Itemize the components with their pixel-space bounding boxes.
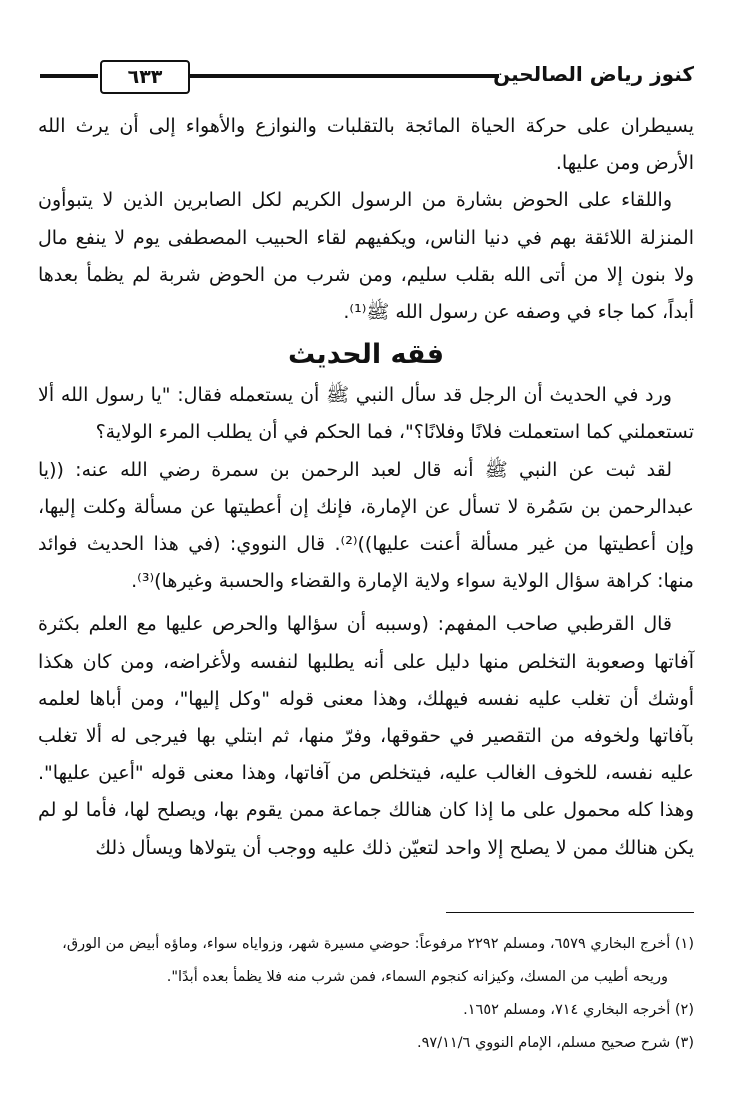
paragraph-4: لقد ثبت عن النبي ﷺ أنه قال لعبد الرحمن بن سمرة رضي الله عنه: ((يا عبدالرحمن بن سَمُرة لا تسأل عن الإمارة، فإنك إن أعطيتها عن مسألة وكلت إليها، وإن أعطيتها من غير مسألة أعنت عليها))⁽²⁾. قال النووي: (في هذا الحديث فوائد منها: كراهة سؤال الولاية سواء ولاية الإمارة والقضاء والحسبة وغيرها)⁽³⁾. [38,458,694,593]
paragraph-1: يسيطران على حركة الحياة المائجة بالتقلبات والنوازع والأهواء إلى أن يرث الله الأرض ومن عليها. [38,115,694,175]
page-number: ٦٣٣ [100,60,190,94]
header-rule-right [190,74,499,78]
footnotes [38,928,694,1060]
running-title: كنوز رياض الصالحين [493,62,694,86]
footnote-3: (٣) شرح صحيح مسلم، الإمام النووي ٩٧/١١/٦. [417,1035,694,1051]
footnote-1-continued: وريحه أطيب من المسك، وكيزانه كنجوم السماء، فمن شرب منه فلا يظمأ بعده أبدًا". [166,969,668,985]
paragraph-3: ورد في الحديث أن الرجل قد سأل النبي ﷺ أن يستعمله فقال: "يا رسول الله ألا تستعملني كما استعملت فلانًا وفلانًا؟"، فما الحكم في أن يطلب المرء الولاية؟ [38,384,694,444]
section-heading: فقه الحديث [287,339,445,371]
page-header [40,60,694,94]
paragraph-5: قال القرطبي صاحب المفهم: (وسببه أن سؤالها والحرص عليها مع العلم بكثرة آفاتها وصعوبة التخلص منها دليل على أنه يطلبها لنفسه ولأغراضه، ومن كان هكذا أوشك أن تغلب عليه نفسه فيهلك، وهذا معنى قوله "وكل إليها"، ومن أباها لعلمه بآفاتها ولخوفه من التقصير في حقوقها، وفرّ منها، ثم ابتلي بها فيرجى له ألا تغلب عليه نفسه، للخوف الغالب عليه، فيتخلص من آفاتها، وهذا معنى قوله "أعين عليها". وهذا كله محمول على ما إذا كان هنالك جماعة ممن يقوم بها، ويصلح لها، فأما لو لم يكن هنالك ممن لا يصلح إلا واحد لتعيّن ذلك عليه ووجب أن يتولاها ويسأل ذلك [38,613,694,859]
footnote-separator [446,912,694,913]
main-text [38,108,694,867]
header-rule-left [40,74,98,78]
footnote-2: (٢) أخرجه البخاري ٧١٤، ومسلم ١٦٥٢. [463,1002,694,1018]
paragraph-2: واللقاء على الحوض بشارة من الرسول الكريم لكل الصابرين الذين لا يتبوأون المنزلة اللائقة بهم في دنيا الناس، ويكفيهم لقاء الحبيب المصطفى يوم لا ينفع مال ولا بنون إلا من أتى الله بقلب سليم، ومن شرب من الحوض شربة لم يظمأ بعدها أبداً، كما جاء في وصفه عن رسول الله ﷺ⁽¹⁾. [38,189,694,324]
footnote-1: (١) أخرج البخاري ٦٥٧٩، ومسلم ٢٢٩٢ مرفوعاً: حوضي مسيرة شهر، وزواياه سواء، وماؤه أبيض من الورق، [62,936,694,952]
